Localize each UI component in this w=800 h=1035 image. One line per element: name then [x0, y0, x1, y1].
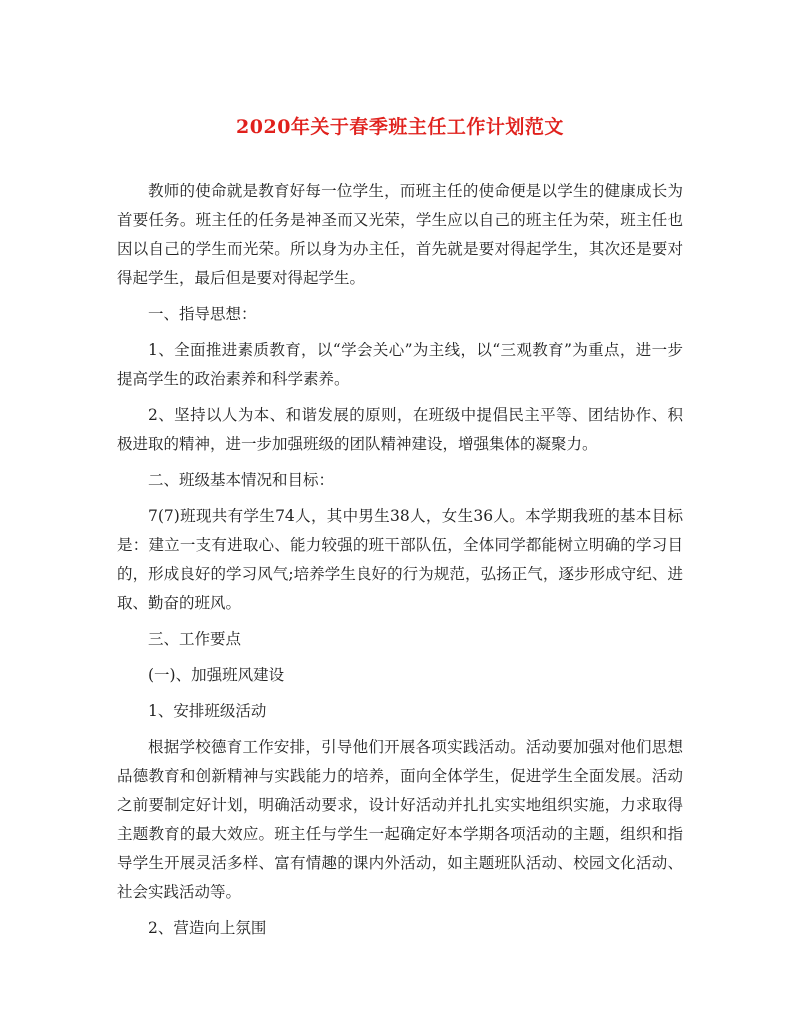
document-title: 2020年关于春季班主任工作计划范文	[236, 116, 564, 138]
subsection-heading-class-style: (一)、加强班风建设	[148, 666, 285, 684]
item-heading-positive-atmosphere: 2、营造向上氛围	[148, 919, 267, 937]
document-body	[117, 177, 683, 950]
paragraph-class-activities: 根据学校德育工作安排，引导他们开展各项实践活动。活动要加强对他们思想品德教育和创新精神与实践能力的培养，面向全体学生，促进学生全面发展。活动之前要制定好计划，明确活动要求，设计好活动并扎扎实实地组织实施，力求取得主题教育的最大效应。班主任与学生一起确定好本学期各项活动的主题，组织和指导学生开展灵活多样、富有情趣的课内外活动，如主题班队活动、校园文化活动、社会实践活动等。	[117, 738, 683, 901]
section-heading-guiding-ideology: 一、指导思想：	[148, 305, 257, 323]
intro-paragraph: 教师的使命就是教育好每一位学生，而班主任的使命便是以学生的健康成长为首要任务。班主任的任务是神圣而又光荣，学生应以自己的班主任为荣，班主任也因以自己的学生而光荣。所以身为办主任，首先就是要对得起学生，其次还是要对得起学生，最后但是要对得起学生。	[117, 182, 683, 287]
paragraph-guiding-point-2: 2、坚持以人为本、和谐发展的原则，在班级中提倡民主平等、团结协作、积极进取的精神，进一步加强班级的团队精神建设，增强集体的凝聚力。	[117, 406, 683, 453]
paragraph-class-situation: 7(7)班现共有学生74人，其中男生38人，女生36人。本学期我班的基本目标是：建立一支有进取心、能力较强的班干部队伍，全体同学都能树立明确的学习目的，形成良好的学习风气;培养学生良好的行为规范，弘扬正气，逐步形成守纪、进取、勤奋的班风。	[117, 507, 683, 612]
paragraph-guiding-point-1: 1、全面推进素质教育，以“学会关心”为主线，以“三观教育”为重点，进一步提高学生的政治素养和科学素养。	[117, 341, 683, 388]
item-heading-class-activities: 1、安排班级活动	[148, 702, 267, 720]
section-heading-class-situation: 二、班级基本情况和目标：	[148, 471, 335, 489]
section-heading-work-points: 三、工作要点	[148, 630, 242, 648]
